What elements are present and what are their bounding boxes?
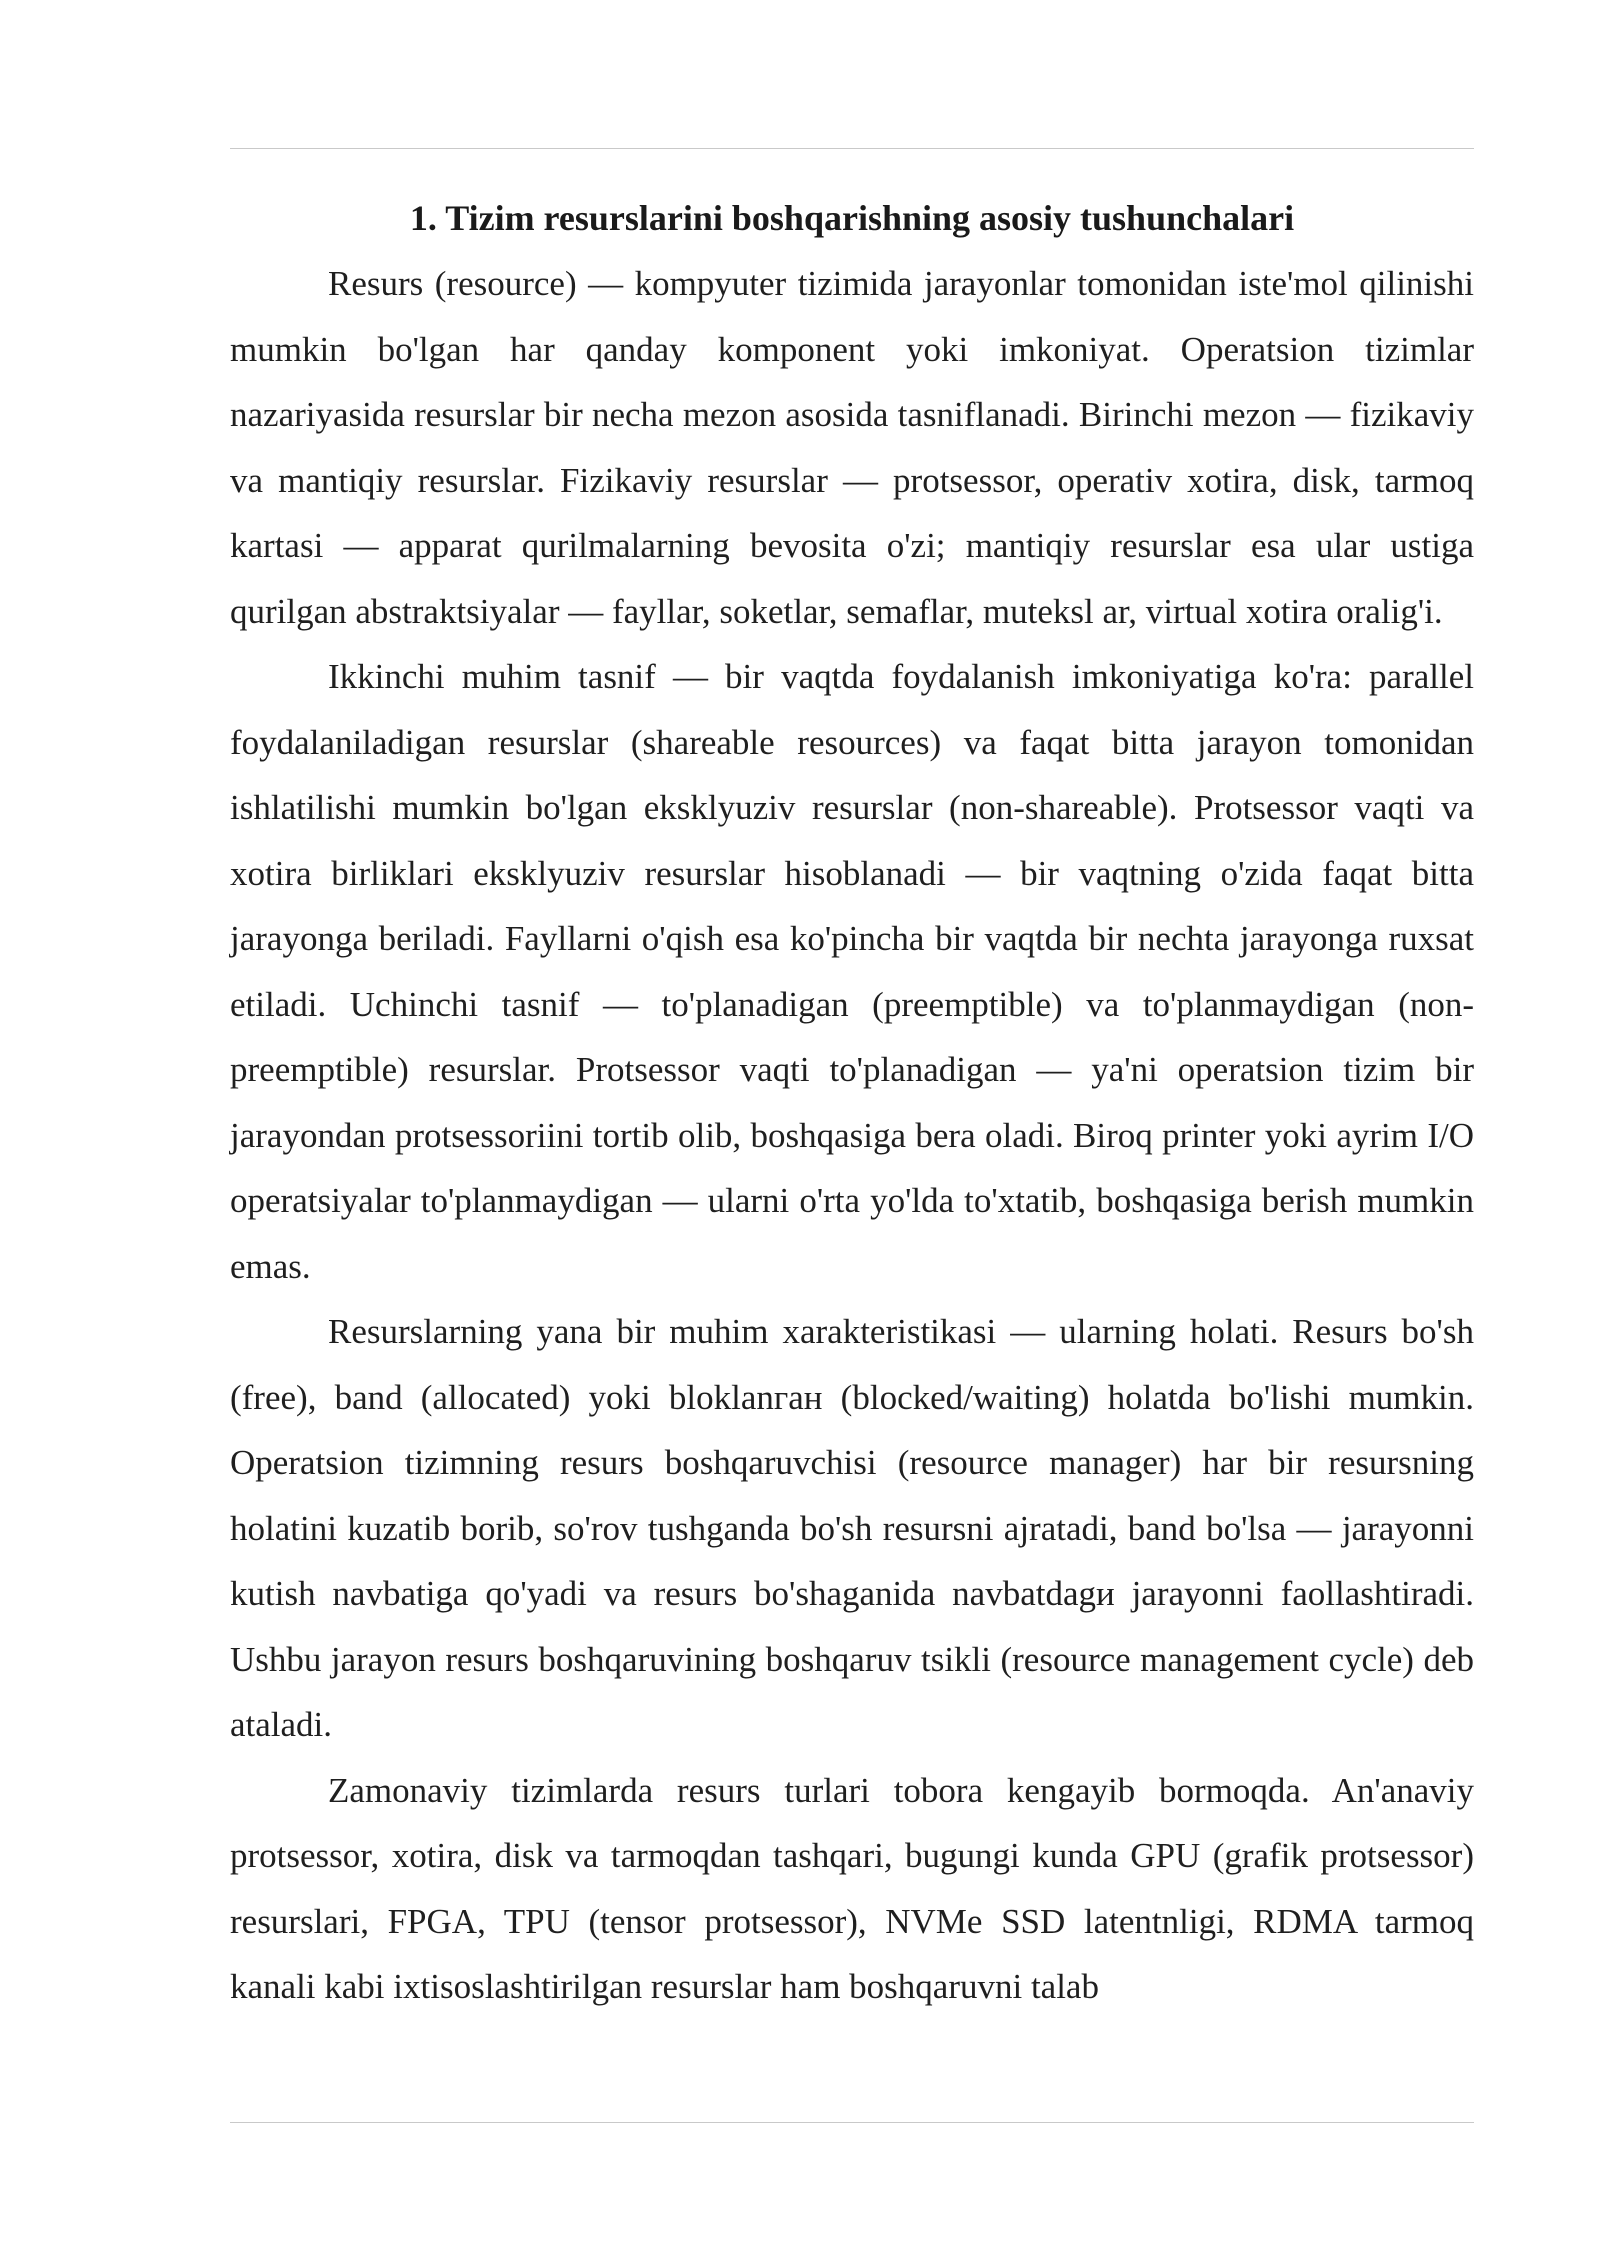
footer-rule <box>230 2122 1474 2123</box>
paragraph-resource-definition: Resurs (resource) — kompyuter tizimida jarayonlar tomonidan iste'mol qilinishi mumkin bo'lgan har qanday komponent yoki imkoniyat. Operatsion tizimlar nazariyasida resurslar bir necha mezon asosida tasniflanadi. Birinchi mezon — fizikaviy va mantiqiy resurslar. Fizikaviy resurslar — protsessor, operativ xotira, disk, tarmoq kartasi — apparat qurilmalarning bevosita o'zi; mantiqiy resurslar esa ular ustiga qurilgan abstraktsiyalar — fayllar, soketlar, semaflar, muteksl ar, virtual xotira oralig'i. <box>230 264 1474 631</box>
document-body <box>230 186 1474 2020</box>
paragraph-sharing-classification: Ikkinchi muhim tasnif — bir vaqtda foydalanish imkoniyatiga ko'ra: parallel foydalaniladigan resurslar (shareable resources) va faqat bitta jarayon tomonidan ishlatilishi mumkin bo'lgan eksklyuziv resurslar (non-shareable). Protsessor vaqti va xotira birliklari eksklyuziv resurslar hisoblanadi — bir vaqtning o'zida faqat bitta jarayonga beriladi. Fayllarni o'qish esa ko'pincha bir vaqtda bir nechta jarayonga ruxsat etiladi. Uchinchi tasnif — to'planadigan (preemptible) va to'planmaydigan (non-preemptible) resurslar. Protsessor vaqti to'planadigan — ya'ni operatsion tizim bir jarayondan protsessoriini tortib olib, boshqasiga bera oladi. Biroq printer yoki ayrim I/O operatsiyalar to'planmaydigan — ularni o'rta yo'lda to'xtatib, boshqasiga berish mumkin emas. <box>230 657 1474 1286</box>
paragraph-resource-states: Resurslarning yana bir muhim xarakteristikasi — ularning holati. Resurs bo'sh (free), band (allocated) yoki bloklanган (blocked/waiting) holatda bo'lishi mumkin. Operatsion tizimning resurs boshqaruvchisi (resource manager) har bir resursning holatini kuzatib borib, so'rov tushganda bo'sh resursni ajratadi, band bo'lsa — jarayonni kutish navbatiga qo'yadi va resurs bo'shaganida navbatdagи jarayonni faollashtiradi. Ushbu jarayon resurs boshqaruvining boshqaruv tsikli (resource management cycle) deb ataladi. <box>230 1312 1474 1744</box>
header-rule <box>230 148 1474 149</box>
paragraph-modern-resources: Zamonaviy tizimlarda resurs turlari tobora kengayib bormoqda. An'anaviy protsessor, xotira, disk va tarmoqdan tashqari, bugungi kunda GPU (grafik protsessor) resurslari, FPGA, TPU (tensor protsessor), NVMe SSD latentnligi, RDMA tarmoq kanali kabi ixtisoslashtirilgan resurslar ham boshqaruvni talab <box>230 1770 1474 2006</box>
section-heading: 1. Tizim resurslarini boshqarishning asosiy tushunchalari <box>409 198 1295 238</box>
